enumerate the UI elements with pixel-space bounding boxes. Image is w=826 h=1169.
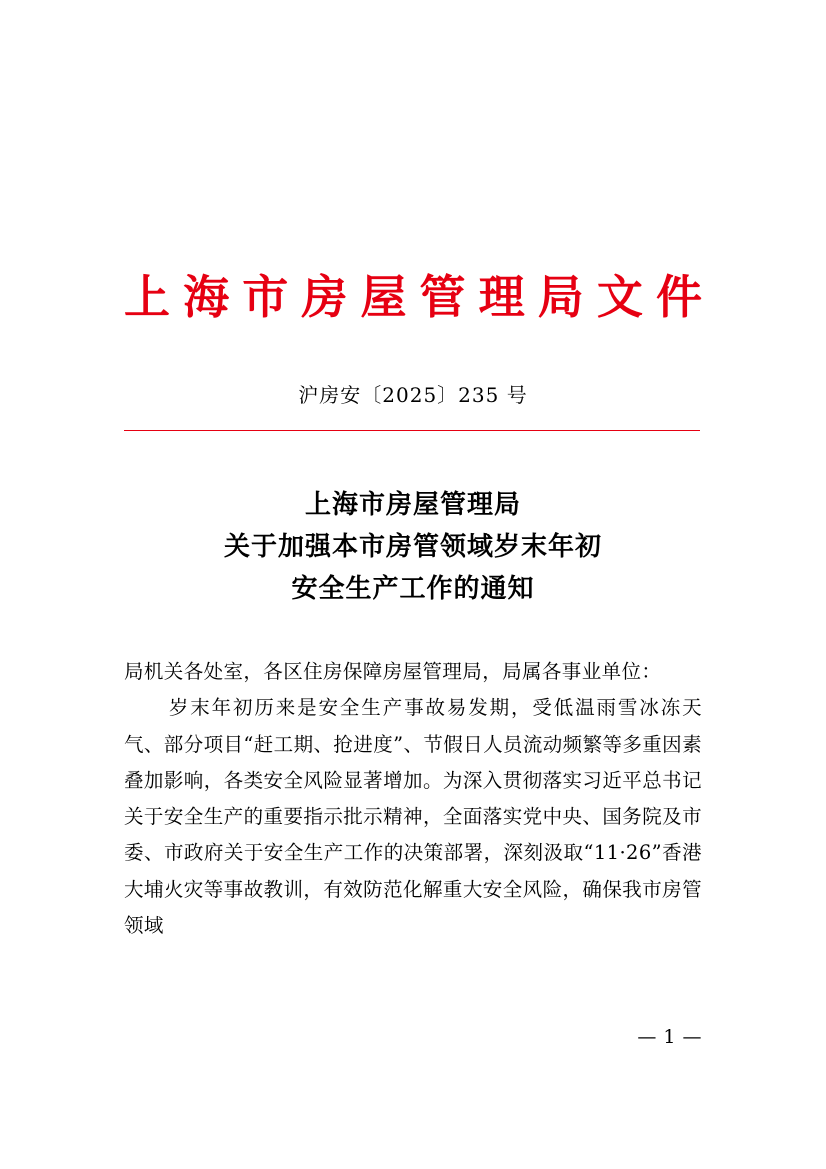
red-separator-line	[124, 430, 700, 431]
salutation: 局机关各处室，各区住房保障房屋管理局，局属各事业单位：	[124, 660, 662, 683]
header-char: 上	[124, 270, 170, 324]
document-body	[124, 654, 702, 944]
page-number: — 1 —	[637, 1026, 702, 1048]
header-char: 文	[596, 270, 643, 324]
header-char: 海	[183, 270, 230, 324]
body-paragraph: 岁末年初历来是安全生产事故易发期，受低温雨雪冰冻天气、部分项目“赶工期、抢进度”、节假日人员流动频繁等多重因素叠加影响，各类安全风险显著增加。为深入贯彻落实习近平总书记关于安全生产的重要指示批示精神，全面落实党中央、国务院及市委、市政府关于安全生产工作的决策部署，深刻汲取“11·26”香港大埔火灾等事故教训，有效防范化解重大安全风险，确保我市房管领域	[124, 696, 702, 938]
header-char: 局	[537, 270, 584, 324]
header-char: 理	[478, 270, 525, 324]
issuer-document-header	[124, 262, 702, 332]
title-line-3: 安全生产工作的通知	[291, 574, 535, 604]
document-title	[0, 484, 826, 610]
title-line-1: 上海市房屋管理局	[304, 490, 521, 520]
document-number: 沪房安〔2025〕235 号	[298, 383, 528, 407]
title-line-2: 关于加强本市房管领域岁末年初	[223, 532, 602, 562]
header-char: 房	[301, 270, 348, 324]
header-char: 屋	[360, 270, 407, 324]
header-char: 市	[242, 270, 289, 324]
header-char: 件	[655, 270, 702, 324]
header-char: 管	[419, 270, 466, 324]
